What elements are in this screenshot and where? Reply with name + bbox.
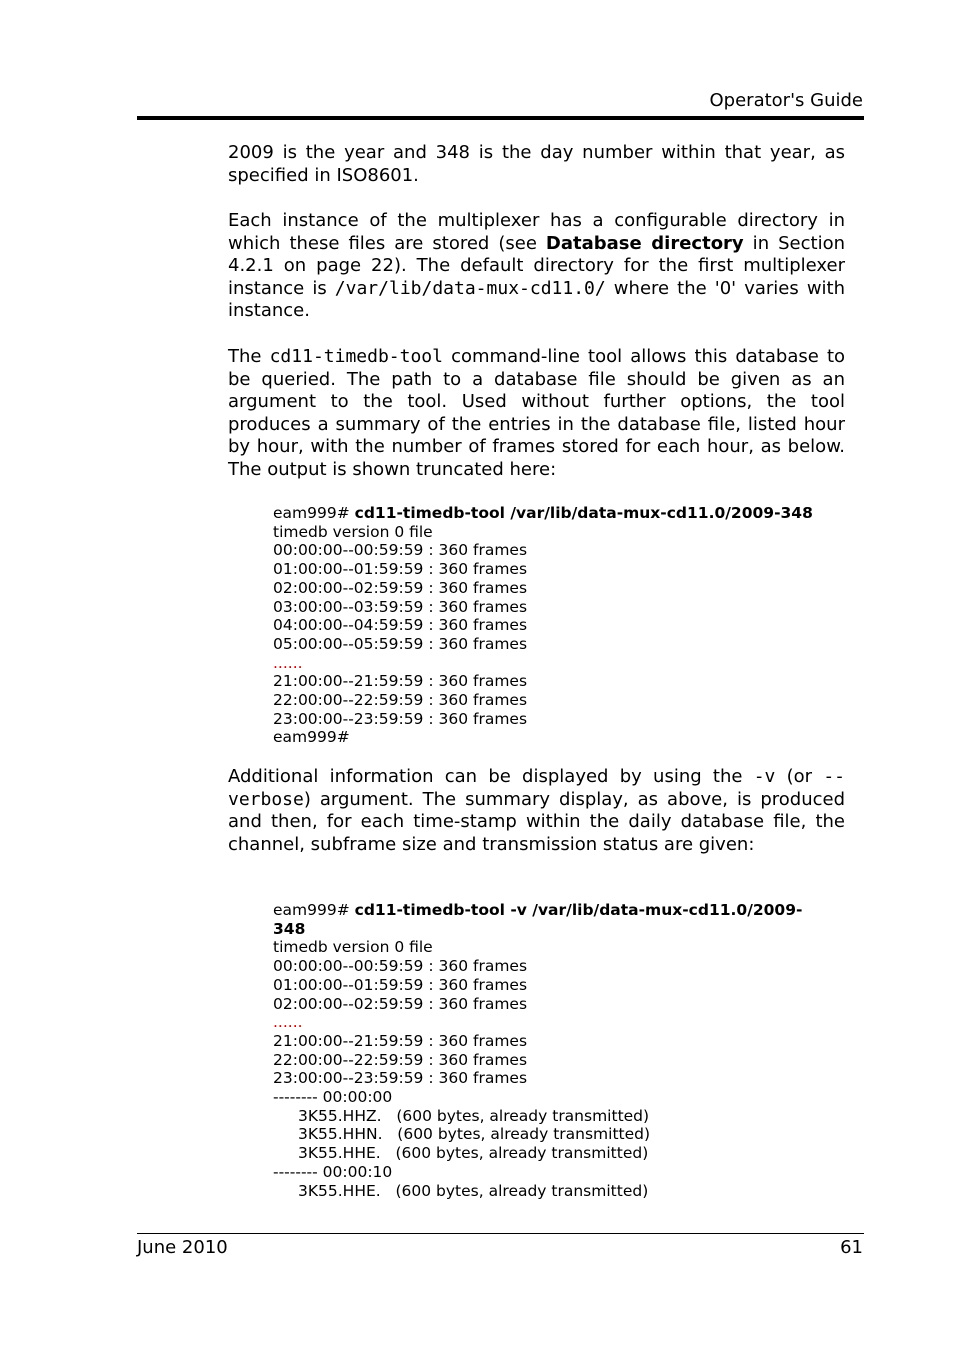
text-span: command-line tool allows this database to be queried. The path to a database file should be given as an argument to the tool. Used without further options, the tool produces a summary of the entries in the database file, listed hour by hour, with the number of frames stored for each hour, as below. The output is shown truncated here:: [228, 346, 846, 480]
text-span: (or: [775, 766, 824, 787]
text-span: The: [228, 346, 270, 367]
code-example-summary: [273, 504, 833, 747]
output-line: 23:00:00--23:59:59 : 360 frames: [273, 1069, 528, 1088]
output-line: 04:00:00--04:59:59 : 360 frames: [273, 616, 528, 635]
paragraph-text: 2009 is the year and 348 is the day number within that year, as specified in ISO8601.: [228, 142, 845, 186]
shell-prompt: eam999#: [273, 504, 355, 522]
output-line: 21:00:00--21:59:59 : 360 frames: [273, 1031, 528, 1050]
tool-name: cd11-timedb-tool: [269, 346, 443, 367]
directory-path: /var/lib/data-mux-cd11.0/: [334, 277, 606, 299]
channel-line: 3K55.HHE. (600 bytes, already transmitted): [298, 1181, 649, 1200]
text-span: in Section 4.2.1 on page 22). The default directory for the first multiplexer instance is: [228, 232, 845, 299]
channel-line: 3K55.HHE. (600 bytes, already transmitted): [298, 1144, 649, 1163]
text-span: Each instance of the multiplexer has a configurable directory in which these files are stored (see: [228, 210, 845, 254]
paragraph-text: [228, 210, 845, 323]
output-line: 22:00:00--22:59:59 : 360 frames: [273, 691, 528, 710]
output-lines: [273, 523, 833, 654]
output-line: 02:00:00--02:59:59 : 360 frames: [273, 994, 528, 1013]
footer-date: June 2010: [137, 1237, 228, 1258]
output-line: 03:00:00--03:59:59 : 360 frames: [273, 597, 528, 616]
paragraph-tool-description: [228, 346, 845, 481]
output-lines: [273, 1032, 828, 1107]
channel-lines: [273, 1107, 828, 1163]
output-line: 22:00:00--22:59:59 : 360 frames: [273, 1050, 528, 1069]
output-line: timedb version 0 file: [273, 522, 433, 541]
output-line: 05:00:00--05:59:59 : 360 frames: [273, 634, 528, 653]
paragraph-text: [228, 346, 845, 481]
paragraph-verbose: [228, 766, 845, 856]
header-rule: [137, 116, 864, 120]
output-line: 01:00:00--01:59:59 : 360 frames: [273, 560, 528, 579]
text-span: Additional information can be displayed by using the: [228, 766, 754, 787]
output-line: 21:00:00--21:59:59 : 360 frames: [273, 672, 528, 691]
output-line: 00:00:00--00:59:59 : 360 frames: [273, 541, 528, 560]
timestamp-separator: -------- 00:00:10: [273, 1162, 393, 1181]
output-line: timedb version 0 file: [273, 938, 433, 957]
paragraph-date-format: [228, 142, 845, 187]
truncation-ellipsis: ......: [273, 1013, 303, 1032]
paragraph-text: [228, 766, 845, 856]
channel-line: 3K55.HHN. (600 bytes, already transmitted): [298, 1125, 651, 1144]
page-number: 61: [840, 1237, 863, 1258]
text-span: ) argument. The summary display, as above, is produced and then, for each time-stamp within the daily database file, the channel, subframe size and transmission status are given:: [228, 788, 845, 855]
output-line: 02:00:00--02:59:59 : 360 frames: [273, 578, 528, 597]
channel-line: 3K55.HHZ. (600 bytes, already transmitted): [298, 1106, 650, 1125]
truncation-ellipsis: ......: [273, 653, 303, 672]
database-directory-reference: Database directory: [545, 232, 744, 254]
command-text: cd11-timedb-tool /var/lib/data-mux-cd11.0/2009-348: [354, 504, 813, 522]
output-line: eam999#: [273, 728, 350, 747]
page-header-title: Operator's Guide: [709, 90, 863, 111]
command-line: [273, 901, 828, 938]
shell-prompt: eam999#: [273, 901, 355, 919]
output-line: 23:00:00--23:59:59 : 360 frames: [273, 709, 528, 728]
text-span: where the '0' varies with instance.: [228, 277, 846, 321]
verbose-short-flag: -v: [753, 766, 776, 787]
command-text: cd11-timedb-tool -v /var/lib/data-mux-cd11.0/2009-348: [273, 901, 803, 938]
verbose-long-flag: --verbose: [228, 766, 845, 810]
output-line: 00:00:00--00:59:59 : 360 frames: [273, 957, 528, 976]
channel-lines: [273, 1182, 828, 1201]
command-line: [273, 504, 833, 523]
code-example-verbose: [273, 901, 828, 1200]
output-lines: [273, 672, 833, 747]
output-line: -------- 00:00:00: [273, 1088, 393, 1107]
output-line: 01:00:00--01:59:59 : 360 frames: [273, 975, 528, 994]
output-lines: [273, 938, 828, 1013]
footer-rule: [137, 1233, 864, 1234]
paragraph-directory: [228, 210, 845, 323]
